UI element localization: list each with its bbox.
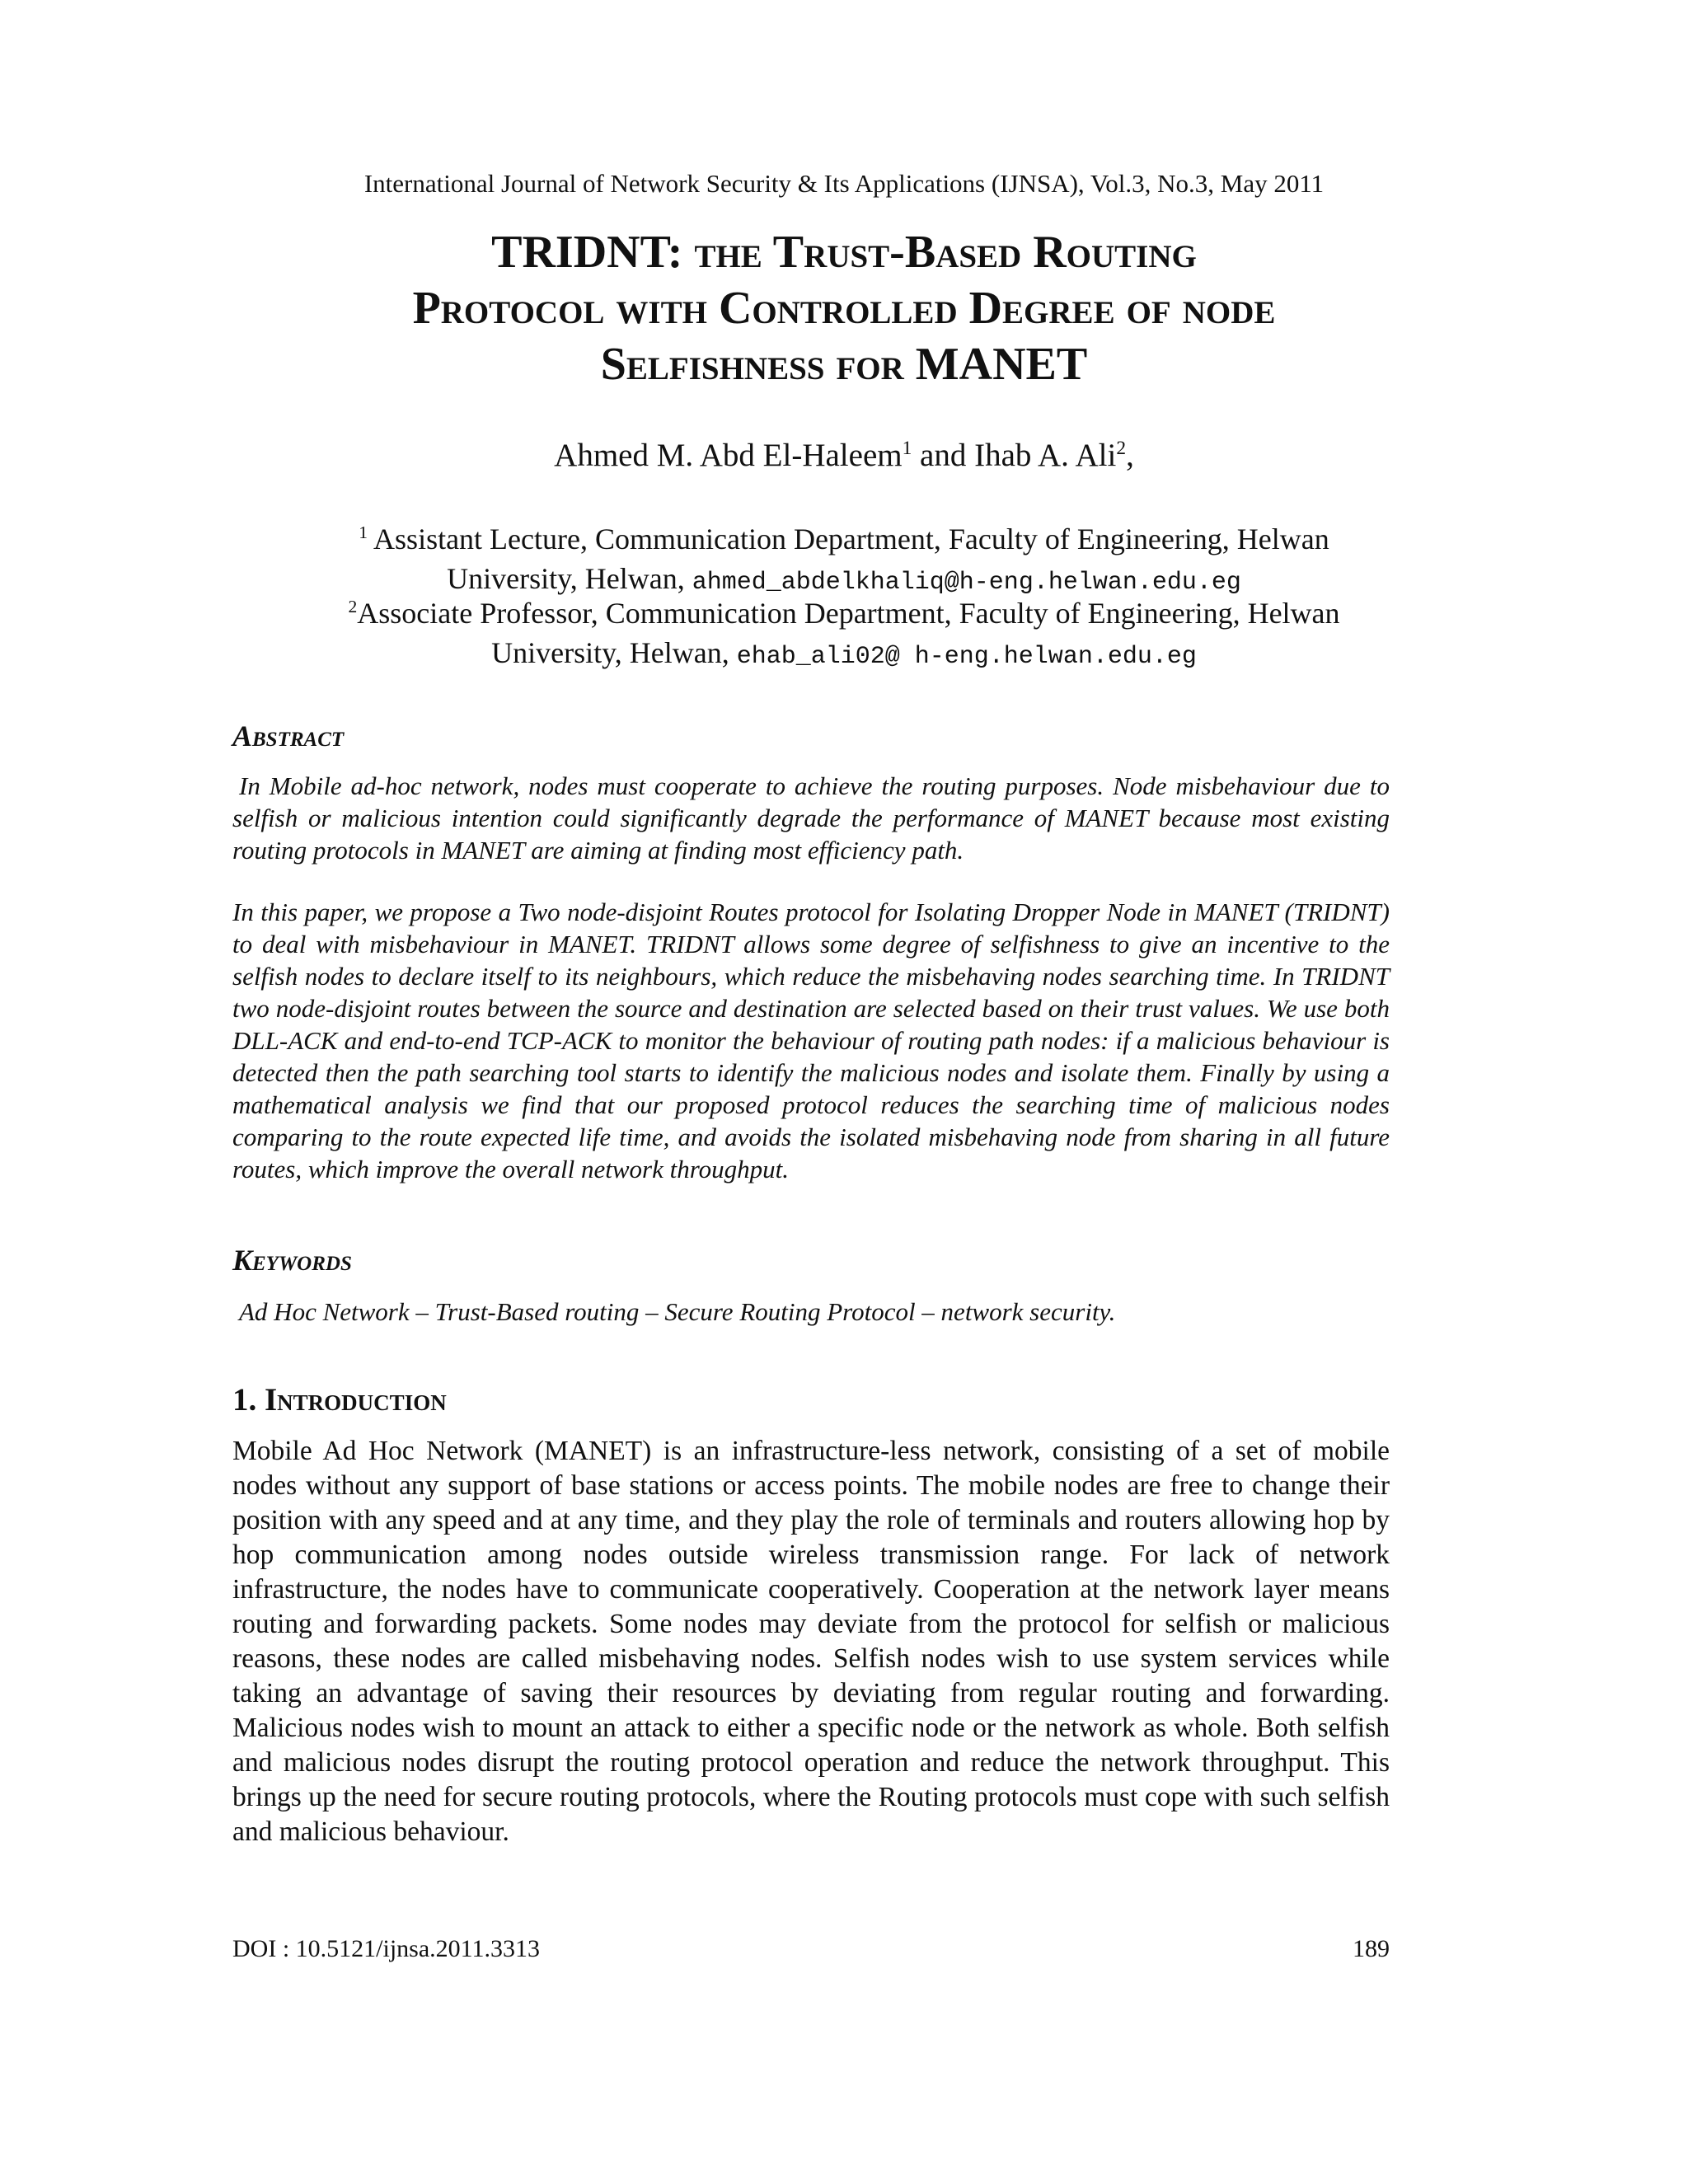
introduction-paragraph: Mobile Ad Hoc Network (MANET) is an infrastructure-less network, consisting of a set of mobile nodes without any support of base stations or access points. The mobile nodes are free to change their position with any speed and at any time, and they play the role of terminals and routers allowing hop by hop communication among nodes outside wireless transmission range. For lack of network infrastructure, the nodes have to communicate cooperatively. Cooperation at the network layer means routing and forwarding packets. Some nodes may deviate from the protocol for selfish or malicious reasons, these nodes are called misbehaving nodes. Selfish nodes wish to use system services while taking an advantage of saving their resources by deviating from regular routing and forwarding. Malicious nodes wish to mount an attack to either a specific node or the network as whole. Both selfish and malicious nodes disrupt the routing protocol operation and reduce the network throughput. This brings up the need for secure routing protocols, where the Routing protocols must cope with such selfish and malicious behaviour. xyxy=(232,1436,1390,1847)
author-2-affil-mark: 2 xyxy=(1116,438,1127,459)
title-line-3: Selfishness for MANET xyxy=(600,339,1088,390)
title-line-2: Protocol with Controlled Degree of node xyxy=(412,283,1276,334)
affiliation-1-place: University, Helwan, xyxy=(447,562,692,595)
abstract-paragraph-2: In this paper, we propose a Two node-disjoint Routes protocol for Isolating Dropper Node in MANET (TRIDNT) to deal with misbehaviour in MANET. TRIDNT allows some degree of selfishness to give an incentive to the selfish nodes to declare itself to its neighbours, which reduce the misbehaving nodes searching time. In TRIDNT two node-disjoint routes between the source and destination are selected based on their trust values. We use both DLL-ACK and end-to-end TCP-ACK to monitor the behaviour of routing path nodes: if a malicious behaviour is detected then the path searching tool starts to identify the malicious nodes and isolate them. Finally by using a mathematical analysis we find that our proposed protocol reduces the searching time of malicious nodes comparing to the route expected life time, and avoids the isolated misbehaving node from sharing in all future routes, which improve the overall network throughput. xyxy=(232,898,1390,1183)
keywords-text: Ad Hoc Network – Trust-Based routing – Secure Routing Protocol – network security. xyxy=(239,1297,1116,1326)
paper-title xyxy=(148,224,1540,392)
affiliation-1-email: ahmed_abdelkhaliq@h-eng.helwan.edu.eg xyxy=(692,569,1241,597)
affiliation-2-line-1 xyxy=(165,587,1523,633)
abstract-paragraph-1: In Mobile ad-hoc network, nodes must cooperate to achieve the routing purposes. Node misbehaviour due to selfish or malicious intention could significantly degrade the performance of MANET because most existing routing protocols in MANET are aiming at finding most efficiency path. xyxy=(232,771,1390,865)
author-1: Ahmed M. Abd El-Haleem xyxy=(554,438,903,473)
author-list xyxy=(0,437,1688,474)
doi: DOI : 10.5121/ijnsa.2011.3313 xyxy=(232,1935,541,1962)
affiliation-2-text: Associate Professor, Communication Department, Faculty of Engineering, Helwan xyxy=(357,597,1340,630)
page-footer xyxy=(232,1935,1390,1963)
keywords-heading-block xyxy=(232,1243,1390,1277)
title-line-1: TRIDNT: the Trust-Based Routing xyxy=(491,227,1197,278)
abstract-paragraph-1-block xyxy=(232,770,1390,866)
affiliation-2-mark: 2 xyxy=(348,597,358,616)
affiliation-1-mark: 1 xyxy=(359,523,368,542)
affiliation-2-place: University, Helwan, xyxy=(491,636,737,669)
affiliation-2 xyxy=(165,587,1523,677)
abstract-paragraph-2-block xyxy=(232,896,1390,1185)
introduction-heading-block xyxy=(232,1381,1390,1418)
keywords-block xyxy=(232,1296,1390,1328)
author-1-affil-mark: 1 xyxy=(902,438,912,459)
affiliation-1-text: Assistant Lecture, Communication Department, Faculty of Engineering, Helwan xyxy=(368,523,1329,555)
abstract-heading: Abstract xyxy=(232,719,345,752)
affiliation-1-line-1 xyxy=(165,513,1523,559)
author-trail: , xyxy=(1126,438,1134,473)
affiliation-2-email: ehab_ali02@ h-eng.helwan.edu.eg xyxy=(736,643,1197,671)
introduction-body-block xyxy=(232,1434,1390,1849)
running-header: International Journal of Network Security & Its Applications (IJNSA), Vol.3, No.3, May 2011 xyxy=(363,169,1325,198)
author-2: Ihab A. Ali xyxy=(974,438,1117,473)
page-number: 189 xyxy=(1353,1935,1390,1962)
keywords-heading: Keywords xyxy=(232,1244,352,1277)
affiliation-2-line-2 xyxy=(165,633,1523,677)
author-conjunction: and xyxy=(912,438,975,473)
abstract-heading-block xyxy=(232,719,1390,753)
introduction-heading: 1. Introduction xyxy=(232,1382,447,1418)
